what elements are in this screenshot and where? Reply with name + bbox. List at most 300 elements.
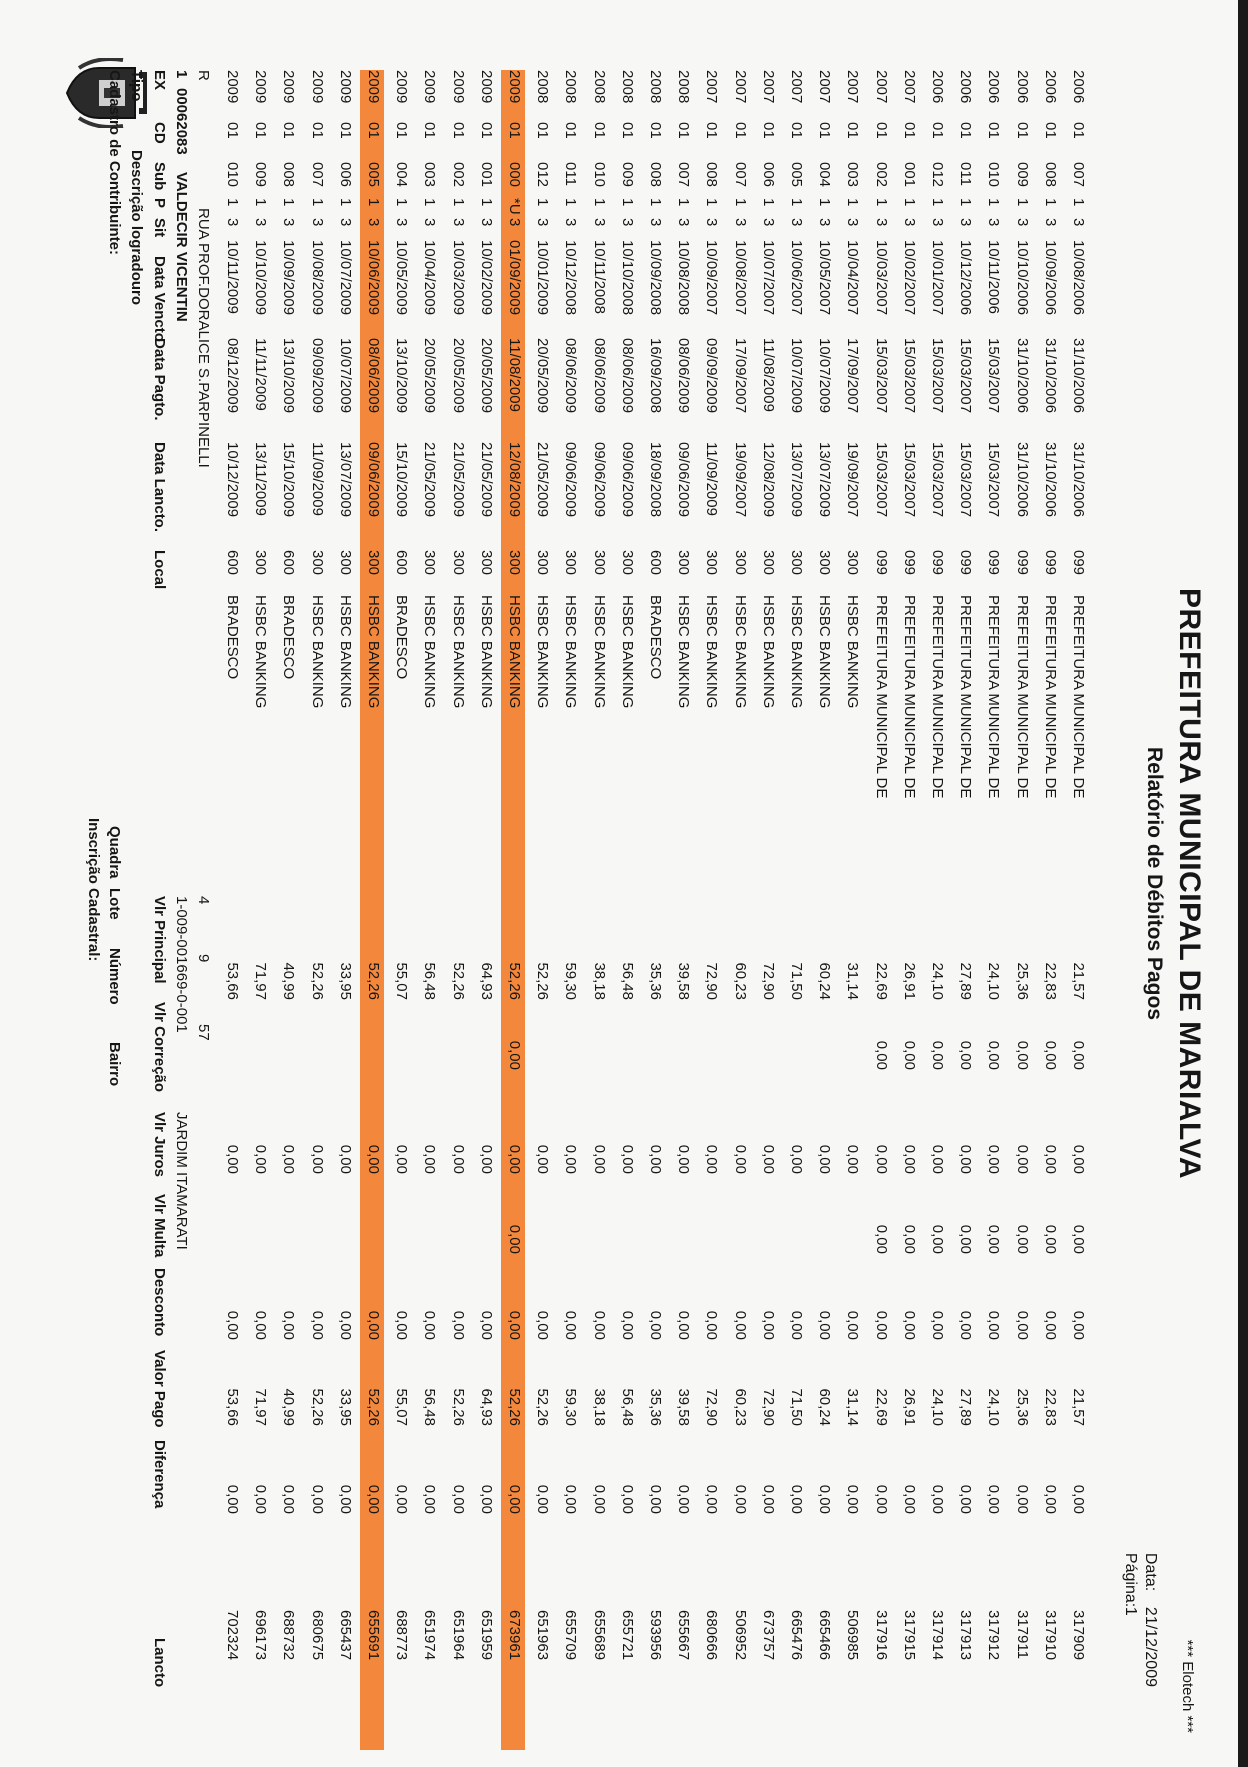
cell-p: 1 [365,198,382,207]
inscricao-value: 1-009-001669-0-001 [173,896,190,1033]
cell-vencto: 10/08/2009 [308,240,326,316]
cell-desconto: 0,00 [224,1310,241,1340]
cell-lancto-dt: 15/03/2007 [957,442,975,518]
cell-juros: 0,00 [844,1144,862,1174]
cell-vencto: 10/05/2009 [393,240,411,316]
cell-sit: 3 [1013,218,1031,227]
table-row [642,70,666,1750]
cell-cd: 01 [393,122,411,139]
cell-sit: 3 [816,218,834,227]
cell-lancto: 317910 [1041,1610,1059,1661]
cell-p: 1 [477,198,495,207]
table-row [924,70,948,1750]
cell-banco: HSBC BANKING [252,595,270,709]
cell-desconto: 0,00 [844,1310,862,1340]
cell-sit: 3 [675,218,693,227]
cell-banco: HSBC BANKING [506,595,523,709]
cell-ex: 2007 [900,70,918,104]
cell-cd: 01 [788,122,805,139]
cell-pago: 31,14 [844,1388,862,1426]
cell-sub: 012 [534,162,552,188]
table-row [670,70,694,1750]
cell-diferenca: 0,00 [872,1484,890,1514]
logradouro-name: RUA PROF.DORALICE S.PARPINELLI [195,208,212,468]
cell-local: 600 [280,550,298,576]
cell-lancto: 680666 [703,1610,721,1661]
cell-principal: 64,93 [477,962,495,1000]
table-row [388,70,412,1750]
cell-principal: 71,50 [788,962,805,1000]
cell-banco: BRADESCO [647,595,664,680]
cell-multa: 0,00 [985,1224,1003,1254]
col-ex: EX [151,70,168,91]
cell-pagto: 11/11/2009 [252,338,270,411]
col-data-pagto: Data Pagto. [151,338,168,421]
cell-sit: 3 [900,218,918,227]
cell-cd: 01 [562,122,580,139]
table-row [275,70,299,1750]
cell-principal: 39,58 [675,962,693,1000]
cell-pagto: 08/06/2009 [590,338,608,414]
cell-juros: 0,00 [562,1144,580,1174]
cell-local: 300 [477,550,495,576]
cell-sub: 001 [900,162,918,188]
cell-vencto: 10/01/2009 [534,240,552,316]
cell-cd: 01 [336,122,354,139]
cell-vencto: 10/09/2006 [1041,240,1059,316]
cell-cd: 01 [618,122,636,139]
cell-pagto: 15/03/2007 [957,338,975,414]
cell-pago: 64,93 [477,1388,495,1426]
cell-banco: HSBC BANKING [675,595,693,709]
cell-sit: 3 [477,218,495,227]
cell-p: 1 [534,198,552,207]
page-subtitle: Relatório de Débitos Pagos [1143,746,1166,1021]
cell-ex: 2007 [816,70,834,104]
cell-sit: 3 [929,218,946,227]
cell-pago: 72,90 [759,1388,777,1426]
cell-lancto-dt: 09/06/2009 [562,442,580,518]
contributor-type: 1 [173,70,190,79]
cell-vencto: 10/02/2009 [477,240,495,316]
cell-lancto-dt: 09/06/2009 [675,442,693,518]
cell-pagto: 08/06/2009 [562,338,580,414]
table-row [1009,70,1033,1750]
cell-lancto: 673757 [759,1610,777,1661]
cell-diferenca: 0,00 [759,1484,777,1514]
cell-local: 300 [308,550,326,576]
table-row [473,70,497,1750]
cell-p: 1 [872,198,890,207]
cell-diferenca: 0,00 [647,1484,664,1514]
cell-pago: 22,69 [872,1388,890,1426]
numero-label: Número [106,948,123,1005]
cell-sub: 009 [1013,162,1031,188]
cell-sub: 011 [957,162,975,186]
inscricao-label: Inscrição Cadastral: [85,818,102,962]
table-row [839,70,863,1750]
cell-banco: HSBC BANKING [816,595,834,709]
cell-banco: HSBC BANKING [590,595,608,709]
cell-pagto: 20/05/2009 [421,338,439,414]
cell-banco: HSBC BANKING [731,595,749,709]
cell-diferenca: 0,00 [280,1484,298,1514]
col-desconto: Desconto [151,1268,168,1337]
cell-lancto-dt: 11/09/2009 [703,442,721,516]
cell-banco: HSBC BANKING [788,595,805,709]
cell-juros: 0,00 [900,1144,918,1174]
cell-pagto: 16/09/2008 [647,338,664,414]
cell-pago: 60,24 [816,1388,834,1426]
cell-vencto: 10/09/2008 [647,240,664,316]
column-header-row [146,70,170,1750]
cell-cd: 01 [675,122,693,139]
cell-sit: 3 [421,218,439,227]
cell-principal: 21,57 [1070,962,1087,1000]
cell-cd: 01 [985,122,1003,139]
contributor-row [168,70,192,1750]
cell-desconto: 0,00 [618,1310,636,1340]
cell-p: 1 [957,198,975,207]
cell-desconto: 0,00 [1041,1310,1059,1340]
cell-ex: 2009 [393,70,411,104]
cell-ex: 2009 [449,70,467,104]
cell-pagto: 17/09/2007 [731,338,749,414]
cell-local: 300 [844,550,862,576]
table-row [360,70,384,1750]
table-row [783,70,807,1750]
cell-p: 1 [449,198,467,207]
cell-local: 099 [900,550,918,576]
table-row [586,70,610,1750]
cell-vencto: 10/04/2007 [844,240,862,316]
cell-pago: 27,89 [957,1388,975,1426]
cell-p: 1 [731,198,749,207]
cell-desconto: 0,00 [280,1310,298,1340]
cell-lancto-dt: 13/07/2009 [816,442,834,518]
cell-ex: 2006 [1041,70,1059,104]
descricao-label: Descrição logradouro [128,150,145,306]
cell-lancto: 688732 [280,1610,298,1661]
cell-pagto: 09/09/2009 [703,338,721,414]
cell-desconto: 0,00 [562,1310,580,1340]
cell-lancto-dt: 15/03/2007 [929,442,946,518]
cell-multa: 0,00 [506,1224,523,1254]
cell-juros: 0,00 [957,1144,975,1174]
cell-sit: 3 [308,218,326,227]
col-lancto: Lancto [151,1638,168,1688]
cell-pagto: 10/07/2009 [336,338,354,414]
cell-pagto: 13/10/2009 [393,338,411,414]
cell-cd: 01 [252,122,270,139]
cell-juros: 0,00 [872,1144,890,1174]
cell-principal: 71,97 [252,962,270,1000]
cell-multa: 0,00 [1013,1224,1031,1254]
cell-principal: 52,26 [449,962,467,1000]
cell-ex: 2009 [308,70,326,104]
cell-correcao: 0,00 [957,1040,975,1070]
col-local: Local [151,550,168,590]
cell-desconto: 0,00 [365,1310,382,1340]
cell-sub: 002 [872,162,890,188]
cell-principal: 60,23 [731,962,749,1000]
cell-banco: HSBC BANKING [703,595,721,709]
cell-pagto: 09/09/2009 [308,338,326,414]
cell-local: 099 [929,550,946,576]
cell-local: 300 [759,550,777,576]
cell-lancto-dt: 31/10/2006 [1013,442,1031,518]
table-row [332,70,356,1750]
cell-principal: 72,90 [703,962,721,1000]
cell-p: 1 [562,198,580,207]
cell-juros: 0,00 [703,1144,721,1174]
cell-juros: 0,00 [675,1144,693,1174]
cell-lancto: 651963 [534,1610,552,1661]
table-row [557,70,581,1750]
cell-sit: 3 [224,218,241,227]
cell-pagto: 31/10/2006 [1070,338,1087,414]
cell-diferenca: 0,00 [703,1484,721,1514]
cell-pagto: 20/05/2009 [534,338,552,414]
cell-lancto: 506952 [731,1610,749,1661]
cell-banco: PREFEITURA MUNICIPAL DE [1041,595,1059,799]
cell-lancto-dt: 19/09/2007 [844,442,862,518]
cell-sub: 010 [224,162,241,188]
cell-principal: 52,26 [365,962,382,1000]
cell-correcao: 0,00 [506,1040,523,1070]
cell-lancto-dt: 15/10/2009 [393,442,411,518]
cell-local: 300 [675,550,693,576]
cell-p: 1 [336,198,354,207]
cell-local: 600 [393,550,411,576]
quadra-label: Quadra [106,826,123,879]
quadra-value: 4 [195,896,212,905]
cell-lancto: 651959 [477,1610,495,1661]
cell-lancto-dt: 13/07/2009 [788,442,805,518]
cell-sub: 007 [675,162,693,188]
cell-banco: PREFEITURA MUNICIPAL DE [957,595,975,799]
cell-p: 1 [1070,198,1087,207]
table-row [1037,70,1061,1750]
cell-banco: BRADESCO [393,595,411,680]
cell-sub: 007 [308,162,326,188]
cell-pagto: 13/10/2009 [280,338,298,414]
cell-sub: 003 [844,162,862,188]
cell-principal: 24,10 [985,962,1003,1000]
cell-sit: 3 [280,218,298,227]
cell-local: 300 [534,550,552,576]
cell-correcao: 0,00 [929,1040,946,1070]
cell-principal: 35,36 [647,962,664,1000]
table-row [219,70,243,1750]
cell-sub: 005 [788,162,805,188]
cell-lancto-dt: 13/07/2009 [336,442,354,518]
cell-diferenca: 0,00 [506,1484,523,1514]
cell-vencto: 10/01/2007 [929,240,946,316]
cell-vencto: 10/07/2009 [336,240,354,316]
cell-desconto: 0,00 [252,1310,270,1340]
cell-lancto: 317913 [957,1610,975,1661]
cell-juros: 0,00 [477,1144,495,1174]
cell-sub: 008 [703,162,721,188]
cell-pago: 59,30 [562,1388,580,1426]
cell-principal: 60,24 [816,962,834,1000]
cell-cd: 01 [1070,122,1087,139]
cell-cd: 01 [816,122,834,139]
cell-sit: 3 [449,218,467,227]
cell-vencto: 10/03/2007 [872,240,890,316]
cell-local: 600 [224,550,241,576]
cell-correcao: 0,00 [1041,1040,1059,1070]
cell-p: 1 [393,198,411,207]
cell-local: 300 [590,550,608,576]
cell-desconto: 0,00 [449,1310,467,1340]
cell-pagto: 08/12/2009 [224,338,241,414]
cell-sit: 3 [957,218,975,227]
cell-diferenca: 0,00 [252,1484,270,1514]
cell-pago: 55,07 [393,1388,411,1426]
cell-p: 1 [590,198,608,207]
cell-p: 1 [1041,198,1059,207]
cell-diferenca: 0,00 [1013,1484,1031,1514]
cell-pagto: 31/10/2006 [1013,338,1031,414]
cell-lancto-dt: 18/09/2008 [647,442,664,518]
cell-pagto: 08/06/2009 [675,338,693,414]
cell-lancto: 655721 [618,1610,636,1661]
cell-banco: PREFEITURA MUNICIPAL DE [1070,595,1087,799]
cell-diferenca: 0,00 [675,1484,693,1514]
cell-desconto: 0,00 [534,1310,552,1340]
cell-pagto: 15/03/2007 [872,338,890,414]
cell-juros: 0,00 [534,1144,552,1174]
cell-ex: 2009 [280,70,298,104]
cell-banco: HSBC BANKING [562,595,580,709]
cell-local: 099 [872,550,890,576]
cell-pagto: 15/03/2007 [900,338,918,414]
cell-sub: 004 [393,162,411,188]
cell-diferenca: 0,00 [590,1484,608,1514]
cell-diferenca: 0,00 [393,1484,411,1514]
cell-p: 1 [308,198,326,207]
cell-sit: 3 [703,218,721,227]
cell-pago: 72,90 [703,1388,721,1426]
cell-sub: 001 [477,162,495,188]
cell-sub: 010 [985,162,1003,188]
cell-pago: 60,23 [731,1388,749,1426]
cell-ex: 2008 [675,70,693,104]
col-p: P [151,198,168,209]
table-row [529,70,553,1750]
col-valor-pago: Valor Pago [151,1350,168,1428]
cell-desconto: 0,00 [957,1310,975,1340]
table-row [727,70,751,1750]
cell-banco: HSBC BANKING [421,595,439,709]
cell-principal: 59,30 [562,962,580,1000]
cell-local: 300 [618,550,636,576]
cell-vencto: 10/09/2007 [703,240,721,316]
cell-sub: 007 [731,162,749,188]
cell-vencto: 10/03/2009 [449,240,467,316]
cell-desconto: 0,00 [788,1310,805,1340]
cell-p: 1 [252,198,270,207]
cell-pagto: 20/05/2009 [477,338,495,414]
cell-cd: 01 [308,122,326,139]
cell-p: 1 [224,198,241,207]
cell-lancto: 651974 [421,1610,439,1661]
cell-ex: 2006 [957,70,975,104]
numero-value: 57 [195,1024,212,1041]
cell-diferenca: 0,00 [985,1484,1003,1514]
cell-juros: 0,00 [647,1144,664,1174]
cell-desconto: 0,00 [929,1310,946,1340]
cell-juros: 0,00 [816,1144,834,1174]
cell-principal: 52,26 [308,962,326,1000]
cell-p: 1 [675,198,693,207]
cell-pago: 52,26 [449,1388,467,1426]
col-sit: Sit [151,218,168,238]
table-row [868,70,892,1750]
cell-diferenca: 0,00 [1041,1484,1059,1514]
cell-diferenca: 0,00 [477,1484,495,1514]
cell-lancto: 680675 [308,1610,326,1661]
cell-juros: 0,00 [280,1144,298,1174]
cell-correcao: 0,00 [985,1040,1003,1070]
bairro-label: Bairro [106,1042,123,1087]
cell-local: 600 [647,550,664,576]
cell-lancto-dt: 15/10/2009 [280,442,298,518]
cell-principal: 33,95 [336,962,354,1000]
cell-lancto-dt: 09/06/2009 [590,442,608,518]
table-row [811,70,835,1750]
cell-vencto: 10/11/2006 [985,240,1003,314]
cell-pago: 71,97 [252,1388,270,1426]
cell-local: 099 [957,550,975,576]
cell-sit: 3 [336,218,354,227]
cell-cd: 01 [647,122,664,139]
cell-local: 099 [1013,550,1031,576]
cell-banco: HSBC BANKING [618,595,636,709]
cell-pagto: 15/03/2007 [929,338,946,414]
col-vlr-juros: Vlr Juros [151,1112,168,1178]
table-row [1065,70,1089,1750]
cell-lancto: 655691 [365,1610,382,1661]
page-title: PREFEITURA MUNICIPAL DE MARIALVA [1173,588,1206,1179]
cell-ex: 2007 [703,70,721,104]
cell-local: 300 [252,550,270,576]
cell-sub: 009 [252,162,270,188]
cell-cd: 01 [449,122,467,139]
cell-sit: 3 [872,218,890,227]
cell-juros: 0,00 [618,1144,636,1174]
cell-pago: 22,83 [1041,1388,1059,1426]
cell-pagto: 20/05/2009 [449,338,467,414]
cell-p: 1 [816,198,834,207]
report-date: 21/12/2009 [1142,1606,1159,1687]
cell-juros: 0,00 [252,1144,270,1174]
cell-p: 1 [421,198,439,207]
cell-banco: HSBC BANKING [477,595,495,709]
cell-ex: 2009 [365,70,382,104]
cell-lancto: 317915 [900,1610,918,1661]
cell-juros: 0,00 [929,1144,946,1174]
cell-pagto: 08/06/2009 [618,338,636,414]
cell-pagto: 11/08/2009 [506,338,523,412]
cell-principal: 56,48 [618,962,636,1000]
cell-diferenca: 0,00 [365,1484,382,1514]
cell-banco: HSBC BANKING [365,595,382,709]
cell-lancto-dt: 13/11/2009 [252,442,270,516]
cell-local: 300 [816,550,834,576]
